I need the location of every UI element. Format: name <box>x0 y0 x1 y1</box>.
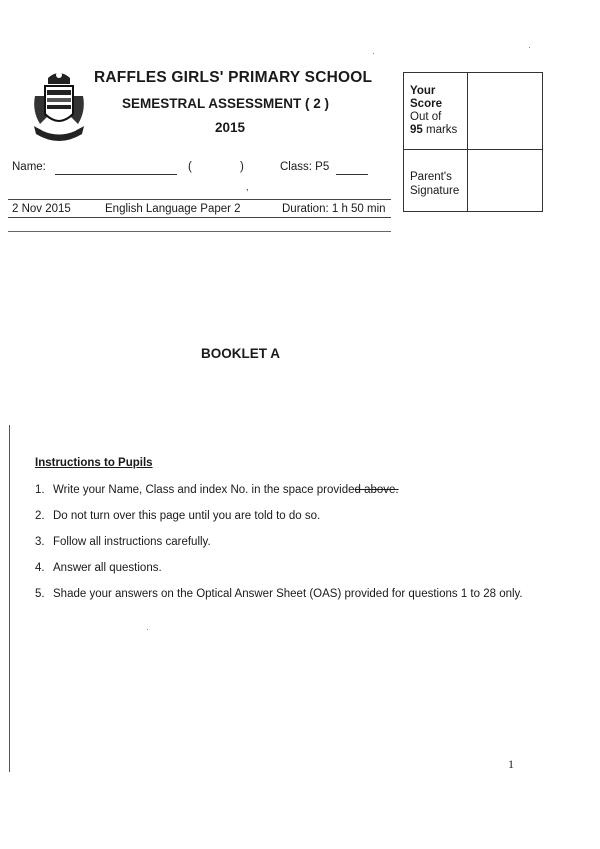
score-box-divider <box>467 73 468 211</box>
list-item <box>35 510 525 523</box>
paper-title: English Language Paper 2 <box>105 203 241 215</box>
assessment-year: 2015 <box>215 120 246 135</box>
page-number: 1 <box>508 757 514 771</box>
item-text: Shade your answers on the Optical Answer Sheet (OAS) provided for questions 1 to 28 only. <box>53 588 523 600</box>
item-number: 4. <box>35 562 45 574</box>
item-text-struck: d above. <box>354 484 399 496</box>
exam-duration: Duration: 1 h 50 min <box>282 203 386 215</box>
exam-date: 2 Nov 2015 <box>12 203 71 215</box>
score-label-line: Your <box>410 85 436 97</box>
parent-signature-label <box>410 170 459 198</box>
scan-speck <box>529 47 530 48</box>
score-label-line: Out of <box>410 111 442 123</box>
name-label: Name: <box>12 161 46 173</box>
stray-mark: , <box>246 182 249 192</box>
list-item <box>35 484 525 497</box>
item-number: 2. <box>35 510 45 522</box>
booklet-title: BOOKLET A <box>201 346 280 361</box>
parent-label-line: Signature <box>410 185 460 197</box>
instructions-list <box>35 484 525 614</box>
item-number: 5. <box>35 588 45 600</box>
class-field[interactable] <box>336 174 368 175</box>
scan-speck <box>373 53 374 54</box>
school-crest-icon <box>30 66 88 146</box>
index-paren-close: ) <box>240 161 244 173</box>
divider <box>8 199 391 200</box>
class-label: Class: P5 <box>280 161 330 173</box>
list-item <box>35 562 525 575</box>
item-text <box>53 484 399 497</box>
parent-label-line: Parent's <box>410 171 452 183</box>
divider <box>8 231 391 232</box>
item-text: Answer all questions. <box>53 562 162 574</box>
list-item <box>35 536 525 549</box>
score-marks-number: 95 <box>410 124 423 136</box>
item-text: Do not turn over this page until you are told to do so. <box>53 510 321 522</box>
index-paren-open: ( <box>188 161 192 173</box>
scan-speck <box>147 629 148 630</box>
item-text: Follow all instructions carefully. <box>53 536 211 548</box>
margin-line <box>9 425 10 772</box>
score-label-line: Score <box>410 98 442 110</box>
score-marks-word: marks <box>426 124 458 136</box>
score-box-divider <box>404 149 542 150</box>
list-item <box>35 588 525 601</box>
score-label <box>410 85 457 137</box>
item-number: 3. <box>35 536 45 548</box>
name-field[interactable] <box>55 174 177 175</box>
score-marks <box>410 124 457 137</box>
divider <box>8 217 391 218</box>
school-name: RAFFLES GIRLS' PRIMARY SCHOOL <box>94 69 373 86</box>
instructions-title: Instructions to Pupils <box>35 457 153 469</box>
assessment-title: SEMESTRAL ASSESSMENT ( 2 ) <box>122 96 330 111</box>
item-number: 1. <box>35 484 45 496</box>
item-text-main: Write your Name, Class and index No. in the space provide <box>53 484 355 496</box>
